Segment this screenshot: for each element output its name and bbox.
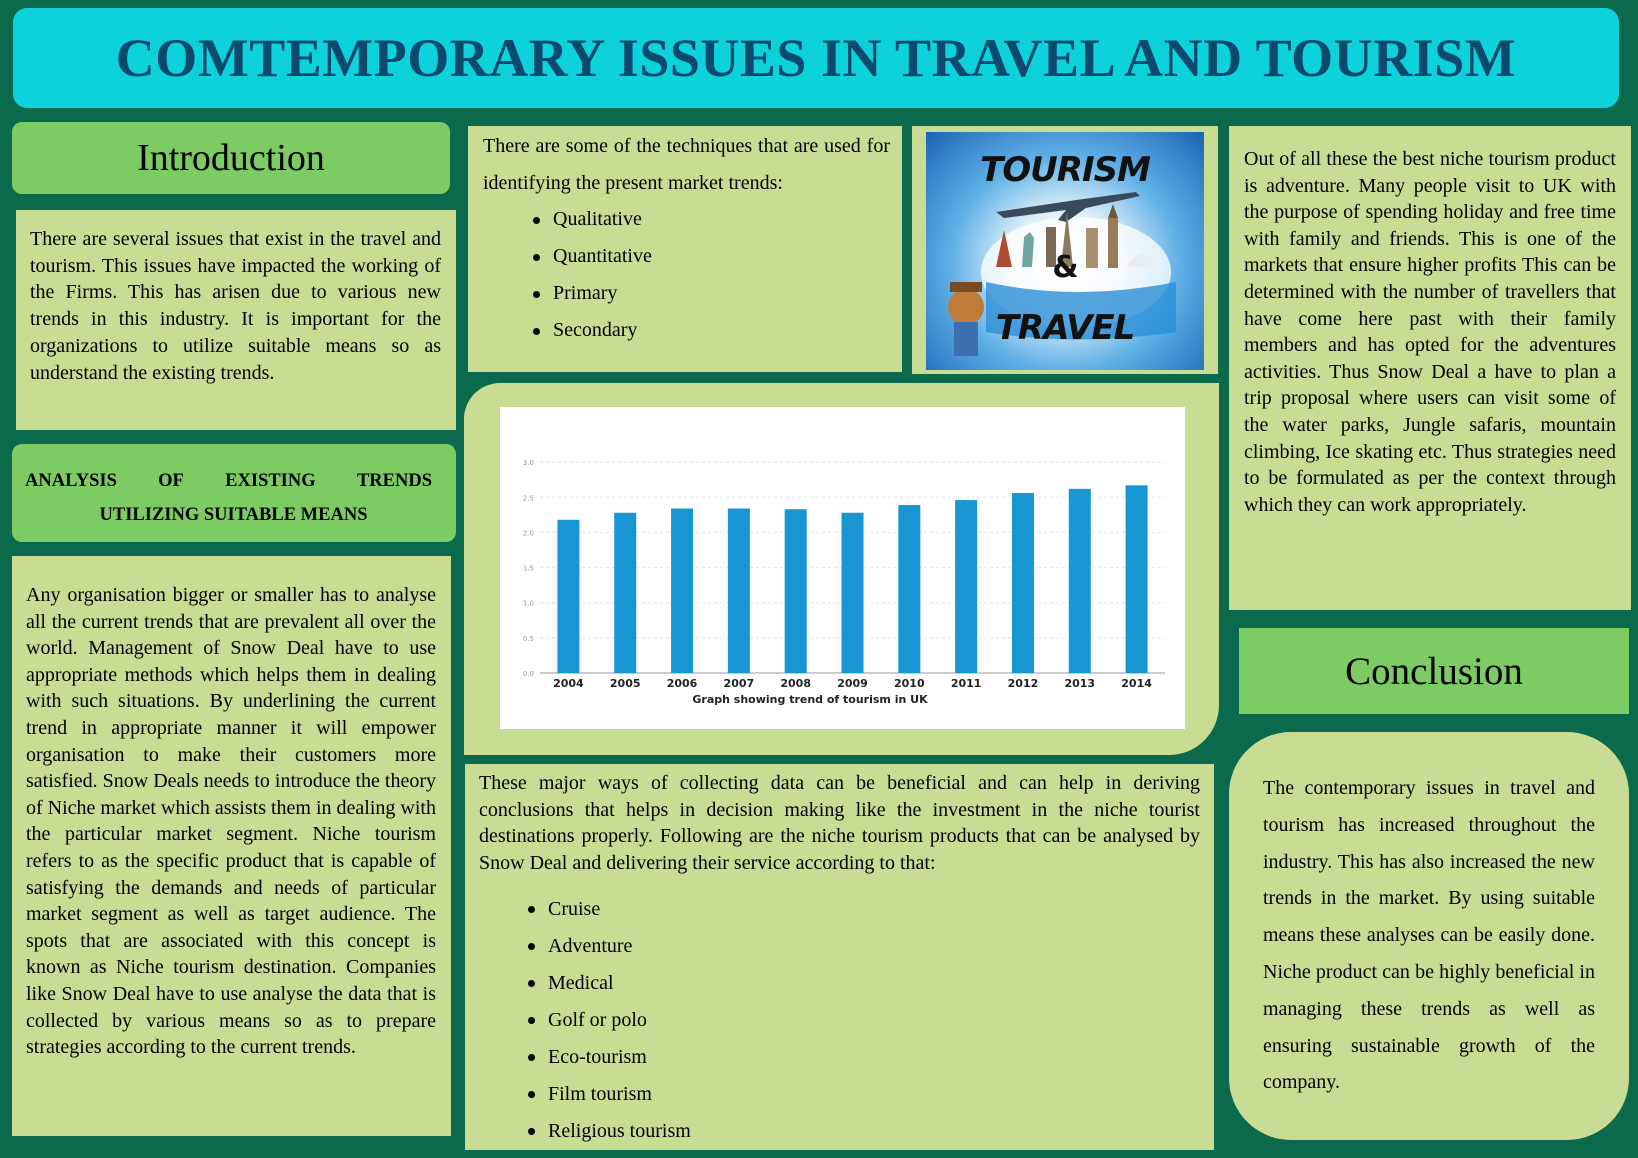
list-item: Primary xyxy=(483,275,890,312)
bar xyxy=(1012,493,1034,673)
techniques-panel xyxy=(468,126,902,372)
bar xyxy=(614,513,636,673)
logo-word-tourism: TOURISM xyxy=(980,150,1150,190)
x-tick-label: 2007 xyxy=(723,677,755,690)
bar xyxy=(842,513,864,673)
list-item: Qualitative xyxy=(483,201,890,238)
list-item: Medical xyxy=(479,965,1200,1002)
x-tick-label: 2010 xyxy=(894,677,925,690)
y-tick-label: 3.0 xyxy=(522,459,534,468)
analysis-text: Any organisation bigger or smaller has to analyse all the current trends that are prevalent all over the world. Management of Snow Deal have to use appropriate methods which helps them in dealing with such situations. By underlining the current trend in appropriate manner it will empower organisation to make their customers more satisfied. Snow Deals needs to introduce the theory of Niche market which assists them in dealing with the particular market segment. Niche tourism refers to as the specific product that is capable of satisfying the demands and needs of particular market segment as well as target audience. The spots that are associated with this concept is known as Niche tourism destination. Companies like Snow Deal have to use analyse the data that is collected by various means so as to prepare strategies according to the current trends. xyxy=(12,556,451,1136)
list-item: Religious tourism xyxy=(479,1113,1200,1150)
analysis-heading xyxy=(12,444,456,542)
list-item: Eco-tourism xyxy=(479,1039,1200,1076)
y-tick-label: 2.0 xyxy=(522,529,534,538)
analysis-heading-word: EXISTING xyxy=(225,471,316,491)
introduction-heading: Introduction xyxy=(12,122,450,194)
chart-caption: Graph showing trend of tourism in UK xyxy=(692,693,928,706)
list-item: Film tourism xyxy=(479,1076,1200,1113)
bar xyxy=(1126,485,1148,673)
list-item: Adventure xyxy=(479,928,1200,965)
bar xyxy=(671,509,693,673)
analysis-heading-word: ANALYSIS xyxy=(25,471,117,491)
niche-products-list xyxy=(479,891,1200,1150)
list-item: Cruise xyxy=(479,891,1200,928)
bar-chart xyxy=(500,407,1185,729)
logo-ampersand: & xyxy=(1052,250,1078,285)
list-item: Golf or polo xyxy=(479,1002,1200,1039)
y-tick-label: 2.5 xyxy=(522,494,534,503)
analysis-heading-line2: UTILIZING SUITABLE MEANS xyxy=(99,505,368,525)
bar xyxy=(898,505,920,673)
x-tick-label: 2005 xyxy=(609,677,641,690)
y-tick-label: 1.5 xyxy=(522,564,534,573)
x-tick-label: 2008 xyxy=(780,677,811,690)
title-banner xyxy=(13,8,1619,108)
niche-panel xyxy=(465,764,1214,1150)
tourism-travel-image-frame xyxy=(912,126,1218,374)
bar xyxy=(785,509,807,673)
x-tick-label: 2013 xyxy=(1064,677,1096,690)
conclusion-heading: Conclusion xyxy=(1239,628,1629,714)
bar xyxy=(955,500,977,673)
bar xyxy=(728,509,750,673)
page-title: COMTEMPORARY ISSUES IN TRAVEL AND TOURISM xyxy=(115,28,1517,88)
x-tick-label: 2011 xyxy=(950,677,982,690)
tourism-travel-image xyxy=(926,132,1204,370)
bar-chart-svg xyxy=(500,407,1185,729)
analysis-heading-line1 xyxy=(25,464,432,498)
introduction-text: There are several issues that exist in the travel and tourism. This issues have impacted the working of the Firms. This has arisen due to various new trends in this industry. It is important for the organizations to utilize suitable means so as understand the existing trends. xyxy=(16,210,456,430)
conclusion-text: The contemporary issues in travel and tourism has increased throughout the industry. This has also increased the new trends in the market. By using suitable means these analyses can be easily done. Niche product can be highly beneficial in managing these trends as well as ensuring sustainable growth of the company. xyxy=(1229,732,1629,1140)
x-tick-label: 2006 xyxy=(666,677,698,690)
list-item: Secondary xyxy=(483,312,890,349)
techniques-list xyxy=(483,201,890,349)
bar xyxy=(1069,489,1091,673)
y-tick-label: 0.0 xyxy=(522,670,534,678)
x-tick-label: 2004 xyxy=(553,677,584,690)
bar xyxy=(557,520,579,673)
x-tick-label: 2009 xyxy=(837,677,868,690)
y-tick-label: 0.5 xyxy=(522,634,534,643)
x-tick-label: 2014 xyxy=(1121,677,1152,690)
list-item: Quantitative xyxy=(483,238,890,275)
niche-text: These major ways of collecting data can be beneficial and can help in deriving conclusions that helps in decision making like the investment in the niche tourist destinations properly. Following are the niche tourism products that can be analysed by Snow Deal and delivering their service according to that: xyxy=(479,772,1200,875)
logo-word-travel: TRAVEL xyxy=(995,308,1135,348)
chart-panel xyxy=(464,383,1219,755)
adventure-text: Out of all these the best niche tourism product is adventure. Many people visit to UK with the purpose of spending holiday and free time with family and friends. This is one of the markets that ensure higher profits This can be determined with the number of travellers that have come here past with their family members and has opted for the adventures activities. Thus Snow Deal a have to plan a trip proposal where users can visit some of the water parks, Jungle safaris, mountain climbing, Ice skating etc. Thus strategies need to be formulated as per the context through which they can work appropriately. xyxy=(1229,126,1631,610)
x-tick-label: 2012 xyxy=(1007,677,1039,690)
y-tick-label: 1.0 xyxy=(522,599,534,608)
analysis-heading-word: TRENDS xyxy=(356,471,432,491)
airplane-icon xyxy=(996,192,1140,222)
analysis-heading-word: OF xyxy=(158,471,184,491)
techniques-intro: There are some of the techniques that are used for identifying the present market trends: xyxy=(483,135,890,194)
